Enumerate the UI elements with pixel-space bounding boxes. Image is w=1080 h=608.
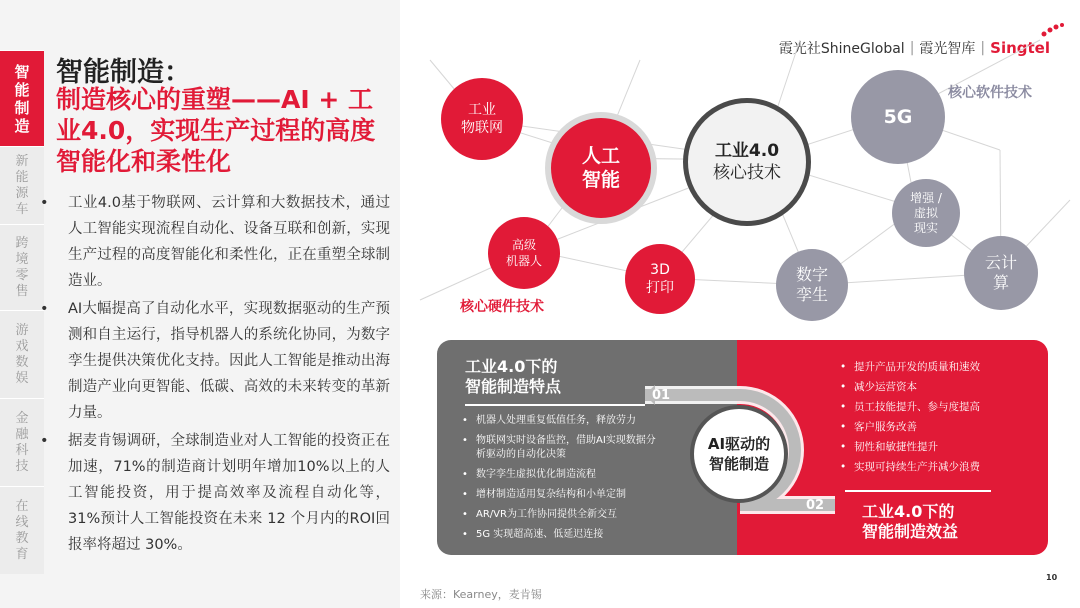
node-5g [851,70,945,164]
benefits-title-line: 工业4.0下的 [862,502,955,521]
node-artificial-intelligence [545,112,657,224]
core-subtitle: 核心技术 [713,163,781,183]
features-title-line: 工业4.0下的 [465,357,558,376]
bullet-dot: • [40,195,49,211]
tab-char: 跨 [15,235,29,251]
software-label: 核心软件技术 [948,85,1032,101]
core-title: 工业4.0 [714,141,780,161]
bullet-item [40,428,390,558]
bullet-text: 工业4.0基于物联网、云计算和大数据技术，通过人工智能实现流程自动化、设备互联和创新，实现生产过程的高度智能化和柔性化，正在重塑全球制造业。 [68,195,390,289]
node-cloud-computing [964,236,1038,310]
bullet-item [40,296,390,426]
feature-item [460,414,665,428]
side-tab-fintech[interactable] [0,398,44,486]
tab-char: 能 [15,169,29,185]
page-subtitle: 制造核心的重塑——AI + 工业4.0，实现生产过程的高度智能化和柔性化 [56,85,376,176]
tab-char: 源 [15,185,29,201]
tab-char: 线 [15,514,29,530]
node-label: 增强 / [910,190,942,205]
tab-char: 融 [15,426,29,442]
tab-char: 车 [15,201,29,217]
source-note: 来源：Kearney，麦肯锡 [420,588,542,601]
benefit-item [838,420,1038,434]
bullet-dot: • [462,489,468,500]
node-label: 智能 [581,169,620,191]
node-label: 高级 [511,238,536,252]
node-label: 人工 [581,145,620,167]
feature-text: AR/VR为工作协同提供全新交互 [476,509,617,520]
node-label: 现实 [913,220,938,235]
logo-think-tank: 霞光智库 [919,41,976,57]
bullet-dot: • [840,421,847,433]
page-number: 10 [1046,573,1058,582]
bullet-dot: • [40,301,49,317]
feature-item [460,488,665,502]
node-label: 3D [650,262,670,278]
tab-char: 在 [15,498,29,514]
tab-char: 售 [15,283,29,299]
side-tab-gaming-entertainment[interactable] [0,310,44,398]
tab-char: 智 [14,62,30,81]
node-advanced-robotics [488,217,560,289]
bullet-dot: • [462,509,468,520]
benefit-item [838,400,1038,414]
feature-text: 物联网实时设备监控，借助AI实现数据分析驱动的自动化决策 [476,435,656,460]
bullet-dot: • [840,441,847,453]
logo-separator: | [909,40,915,56]
divider [845,490,991,492]
benefit-item [838,360,1038,374]
bullet-dot: • [840,381,847,393]
tab-char: 娱 [15,370,29,386]
benefits-title-line: 智能制造效益 [862,522,959,541]
node-label: 机器人 [505,254,542,268]
node-label: 孪生 [795,285,828,304]
tab-char: 境 [15,251,29,267]
tab-char: 教 [15,530,29,546]
bullet-dot: • [462,435,468,446]
feature-item [460,434,665,462]
side-tab-new-energy-vehicles[interactable] [0,146,44,224]
side-tab-cross-border-retail[interactable] [0,224,44,310]
bullet-dot: • [840,401,847,413]
tab-char: 游 [15,322,29,338]
bullet-dot: • [462,469,468,480]
feature-item [460,528,665,542]
logo-singtel: Singtel [990,39,1050,57]
step-number-01: 01 [652,388,671,403]
node-label: 物联网 [461,120,503,136]
node-digital-twin [776,249,848,321]
node-label: 工业 [468,102,496,118]
tab-char: 制 [14,98,30,117]
hardware-label: 核心硬件技术 [460,299,544,315]
node-industrial-iot [441,78,523,160]
page-title: 智能制造： [56,57,191,88]
benefit-text: 韧性和敏捷性提升 [854,441,938,453]
benefit-text: 减少运营资本 [854,381,917,393]
benefit-text: 实现可持续生产并减少浪费 [854,461,980,473]
divider [465,404,645,406]
feature-text: 5G 实现超高速、低延迟连接 [476,529,604,540]
side-tab-online-education[interactable] [0,486,44,574]
feature-text: 增材制造适用复杂结构和小单定制 [476,489,626,500]
tab-char: 数 [15,354,29,370]
bullet-dot: • [462,415,468,426]
feature-item [460,508,665,522]
bullet-dot: • [40,433,49,449]
features-title-line: 智能制造特点 [465,377,562,396]
tab-char: 戏 [15,338,29,354]
node-label: 虚拟 [913,205,938,220]
tab-char: 金 [15,410,29,426]
features-list [460,414,665,548]
benefit-text: 提升产品开发的质量和速效 [854,361,980,373]
feature-text: 机器人处理重复低值任务，释放劳力 [476,415,636,426]
node-label: 打印 [646,280,674,296]
node-label: 算 [992,273,1009,292]
logo-shineglobal: 霞光社ShineGlobal [778,41,905,57]
benefit-text: 客户服务改善 [854,421,917,433]
bullet-text: AI大幅提高了自动化水平，实现数据驱动的生产预测和自主运行，指导机器人的系统化协同，为数字孪生提供决策优化支持。因此人工智能是推动出海制造产业向更智能、低碳、高效的未来转变的革新力量。 [68,301,390,421]
node-industry40-core [683,98,811,226]
benefit-text: 员工技能提升、参与度提高 [854,401,980,413]
benefits-title [862,502,958,542]
benefit-item [838,380,1038,394]
node-3d-printing [625,244,695,314]
node-label: 5G [883,106,913,128]
benefit-item [838,440,1038,454]
bullet-list [40,190,390,560]
center-line: 智能制造 [708,455,769,473]
tab-char: 造 [14,116,30,135]
tab-char: 技 [15,458,29,474]
feature-text: 数字孪生虚拟优化制造流程 [476,469,596,480]
tab-char: 育 [15,546,29,562]
logo-separator: | [980,40,986,56]
bullet-dot: • [840,461,847,473]
node-ar-vr [892,179,960,247]
side-tab-smart-manufacturing[interactable] [0,50,44,146]
tab-char: 零 [15,267,29,283]
step-number-02: 02 [806,498,825,513]
tab-char: 科 [15,442,29,458]
benefit-item [838,460,1038,474]
bullet-dot: • [462,529,468,540]
tab-char: 能 [14,80,30,99]
bullet-text: 据麦肯锡调研，全球制造业对人工智能的投资正在加速，71%的制造商计划明年增加10%以上的人工智能投资，用于提高效率及流程自动化等，31%预计人工智能投资在未来 12 个月内的ROI回报率将超过 30%。 [68,433,390,553]
node-label: 云计 [984,253,1017,272]
benefits-list [838,360,1038,480]
node-label: 数字 [795,265,828,284]
features-title [465,357,561,397]
feature-item [460,468,665,482]
bullet-item [40,190,390,294]
bullet-dot: • [840,361,847,373]
ai-driven-center-circle [690,405,788,503]
tab-char: 新 [15,153,29,169]
center-line: AI驱动的 [707,435,771,453]
